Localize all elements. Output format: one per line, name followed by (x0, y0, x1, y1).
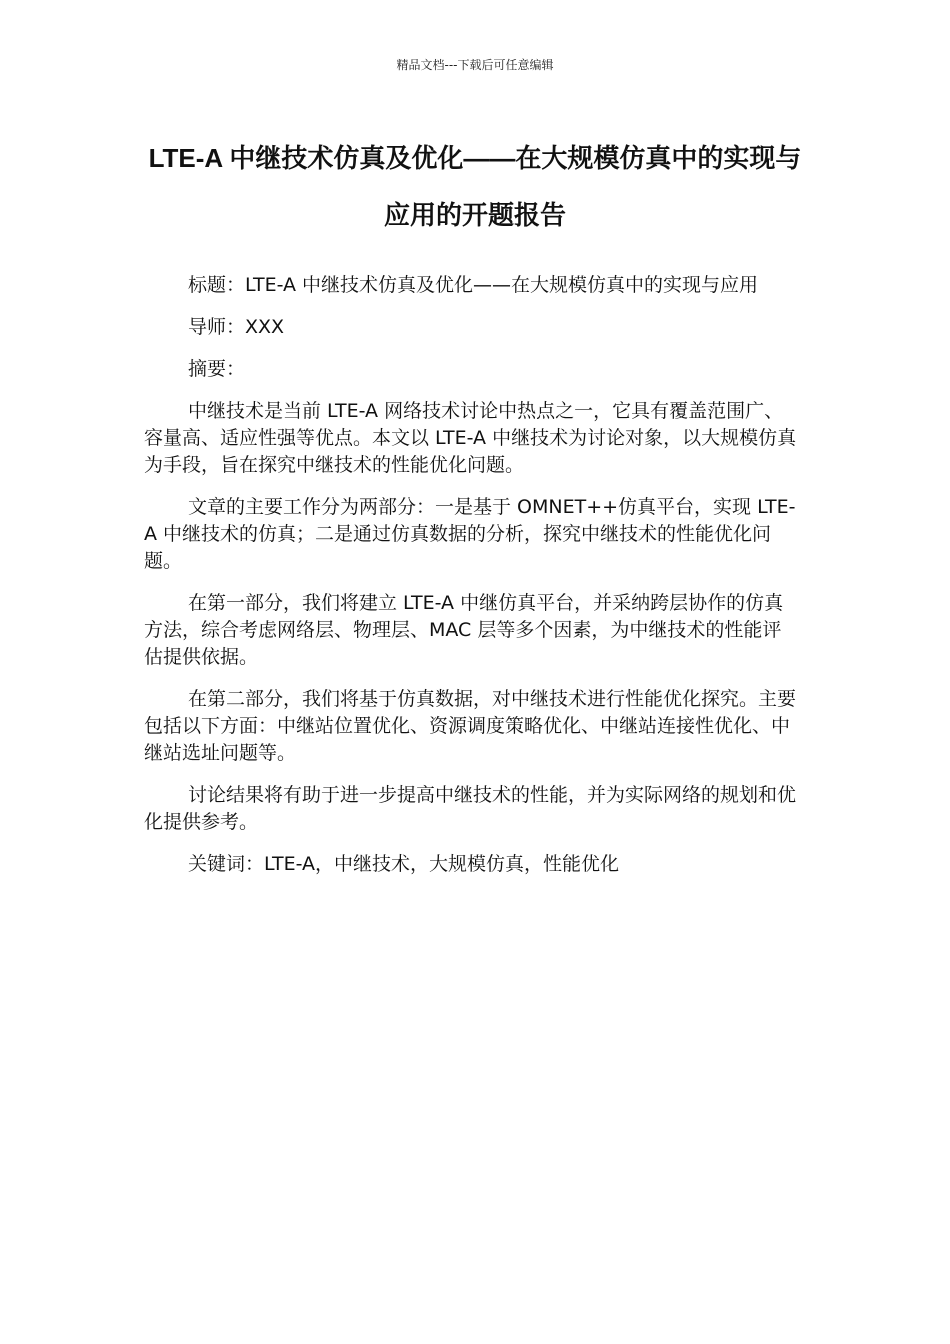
paragraph-keywords: 关键词：LTE-A，中继技术，大规模仿真，性能优化 (188, 853, 620, 875)
paragraph-conclusion: 讨论结果将有助于进一步提高中继技术的性能，并为实际网络的规划和优化提供参考。 (144, 784, 797, 833)
paragraph-abstract-label: 摘要： (188, 358, 246, 380)
paragraph-subject: 标题：LTE-A 中继技术仿真及优化——在大规模仿真中的实现与应用 (188, 274, 759, 296)
document-body (144, 272, 800, 893)
paragraph-main-work: 文章的主要工作分为两部分：一是基于 OMNET++仿真平台，实现 LTE-A 中继技术的仿真；二是通过仿真数据的分析，探究中继技术的性能优化问题。 (144, 496, 796, 572)
paragraph-part-two: 在第二部分，我们将基于仿真数据，对中继技术进行性能优化探究。主要包括以下方面：中继站位置优化、资源调度策略优化、中继站连接性优化、中继站选址问题等。 (144, 688, 797, 764)
paragraph-advisor: 导师：XXX (188, 316, 285, 338)
paragraph-part-one: 在第一部分，我们将建立 LTE-A 中继仿真平台，并采纳跨层协作的仿真方法，综合考虑网络层、物理层、MAC 层等多个因素，为中继技术的性能评估提供依据。 (144, 592, 784, 668)
document-title: LTE-A 中继技术仿真及优化——在大规模仿真中的实现与应用的开题报告 (148, 143, 802, 230)
paragraph-abstract-intro: 中继技术是当前 LTE-A 网络技术讨论中热点之一，它具有覆盖范围广、容量高、适应性强等优点。本文以 LTE-A 中继技术为讨论对象，以大规模仿真为手段，旨在探究中继技术的性能优化问题。 (144, 400, 797, 476)
page-header: 精品文档---下载后可任意编辑 (396, 58, 554, 72)
